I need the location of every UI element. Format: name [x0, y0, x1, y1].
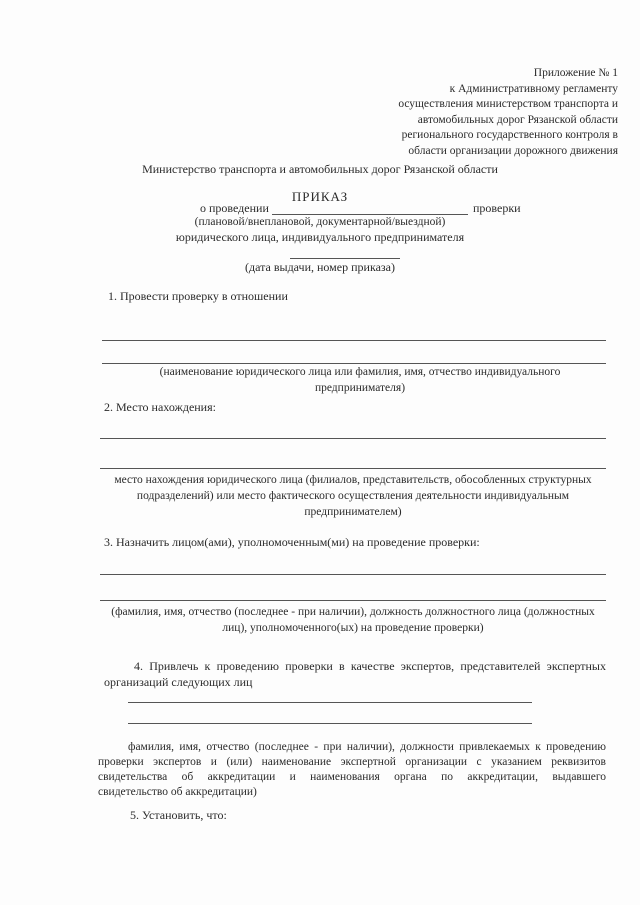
section-2-field-2[interactable] [100, 468, 606, 469]
appendix-line: области организации дорожного движения [408, 144, 618, 157]
appendix-line: к Административному регламенту [449, 82, 618, 95]
caption-line: подразделений) или место фактического осуществления деятельности индивидуальным [136, 490, 570, 502]
caption-line: фамилия, имя, отчество (последнее - при наличии), должности привлекаемых к проведению [128, 741, 606, 753]
section-2-caption [100, 472, 606, 520]
appendix-line: автомобильных дорог Рязанской области [417, 113, 618, 126]
section-4-field-1[interactable] [128, 702, 532, 703]
appendix-line: Приложение № 1 [533, 67, 618, 79]
order-subject: юридического лица, индивидуального предпринимателя [175, 230, 465, 244]
caption-line: (наименование юридического лица или фамилия, имя, отчество индивидуального [159, 366, 561, 378]
order-prefix: о проведении [200, 201, 269, 215]
caption-line: место нахождения юридического лица (филиалов, представительств, обособленных структурных [114, 474, 592, 486]
paragraph-line: 4. Привлечь к проведению проверки в качестве экспертов, представителей экспертных [134, 659, 606, 673]
caption-line: предпринимателя) [314, 382, 406, 394]
section-2-title: 2. Место нахождения: [104, 400, 216, 414]
section-3-title: 3. Назначить лицом(ами), уполномоченным(ми) на проведение проверки: [104, 535, 480, 549]
appendix-line: регионального государственного контроля в [401, 129, 618, 141]
caption-line: свидетельство об аккредитации) [98, 786, 257, 798]
section-5-title: 5. Установить, что: [130, 808, 227, 822]
section-1-field-1[interactable] [102, 340, 606, 341]
ministry-name: Министерство транспорта и автомобильных дорог Рязанской области [142, 162, 498, 176]
section-2-field-1[interactable] [100, 438, 606, 439]
order-suffix: проверки [473, 201, 521, 215]
appendix-header [398, 66, 618, 159]
section-4-field-2[interactable] [128, 723, 532, 724]
caption-line: предпринимателем) [304, 506, 402, 518]
caption-line: проверки экспертов и (или) наименование экспертной организации с указанием реквизитов [98, 756, 606, 768]
paragraph-line: организаций следующих лиц [104, 675, 253, 689]
section-4-caption [98, 740, 606, 800]
inspection-type-field[interactable] [272, 214, 468, 215]
inspection-type-hint: (плановой/внеплановой, документарной/выездной) [194, 216, 446, 228]
section-3-field-2[interactable] [100, 600, 606, 601]
order-title: ПРИКАЗ [291, 189, 349, 204]
section-3-caption [98, 604, 608, 636]
caption-line: (фамилия, имя, отчество (последнее - при наличии), должность должностного лица (должностных [111, 606, 595, 618]
caption-line: свидетельства об аккредитации и наименования органа по аккредитации, выдавшего [98, 771, 606, 783]
section-1-caption [130, 364, 590, 396]
appendix-line: осуществления министерством транспорта и [398, 98, 618, 110]
date-number-field[interactable] [290, 258, 400, 259]
section-4-text [104, 658, 606, 690]
caption-line: лиц), уполномоченного(ых) на проведение проверки) [222, 622, 484, 634]
date-number-hint: (дата выдачи, номер приказа) [245, 260, 395, 274]
section-1-title: 1. Провести проверку в отношении [108, 289, 288, 303]
section-3-field-1[interactable] [100, 574, 606, 575]
